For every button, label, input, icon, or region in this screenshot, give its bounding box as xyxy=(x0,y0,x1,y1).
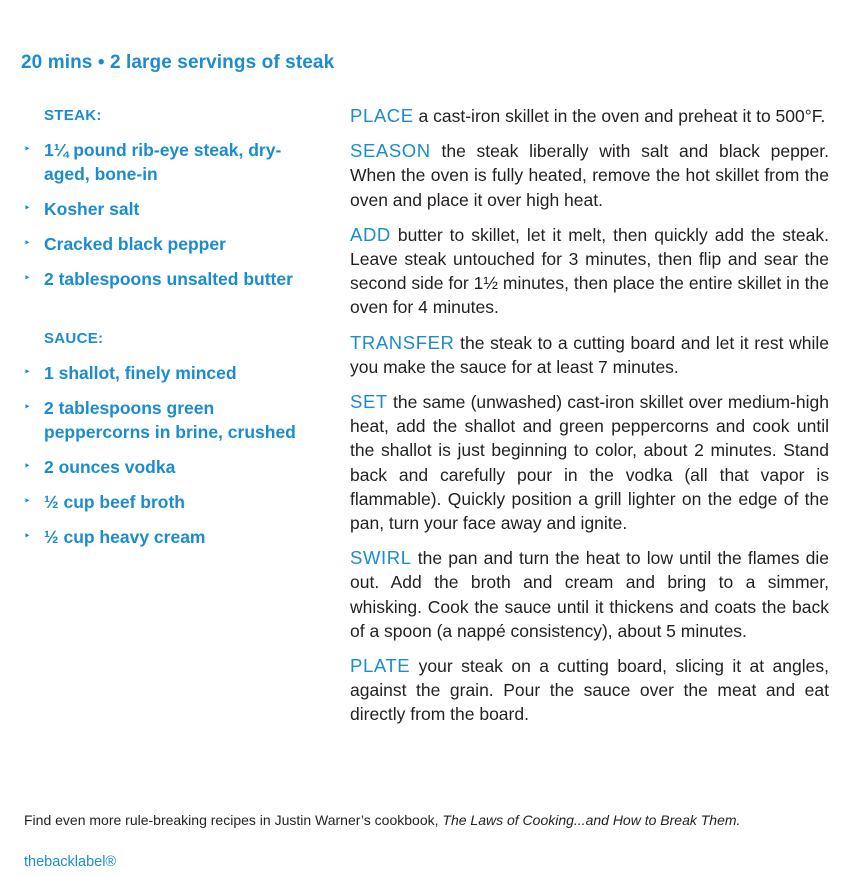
step-transfer xyxy=(350,331,829,379)
ingredient-item: ‣ Kosher salt xyxy=(24,199,140,219)
step-verb: PLATE xyxy=(350,655,411,677)
ingredient-item: ‣ 1 shallot, finely minced xyxy=(24,363,237,383)
cookbook-note xyxy=(24,812,740,828)
ingredient-item: ‣ ½ cup beef broth xyxy=(24,492,185,512)
triangle-bullet-icon: ‣ xyxy=(24,496,31,507)
step-place xyxy=(350,104,829,128)
step-set xyxy=(350,390,829,535)
instructions-column xyxy=(350,104,829,738)
sauce-ingredient-list xyxy=(24,361,324,549)
triangle-bullet-icon: ‣ xyxy=(24,203,31,214)
triangle-bullet-icon: ‣ xyxy=(24,461,31,472)
step-swirl xyxy=(350,546,829,643)
step-plate xyxy=(350,654,829,727)
ingredient-item: ‣ Cracked black pepper xyxy=(24,234,226,254)
step-verb: ADD xyxy=(350,223,391,245)
ingredient-item: ‣ 2 tablespoons unsalted butter xyxy=(24,269,293,289)
sauce-heading: SAUCE: xyxy=(44,330,104,347)
step-text: your steak on a cutting board, slicing it at angles, against the grain. Pour the sauce over the meat and eat directly from the board. xyxy=(350,656,829,725)
step-season xyxy=(350,139,829,212)
triangle-bullet-icon: ‣ xyxy=(24,531,31,542)
ingredient-item: ‣ 2 tablespoons green peppercorns in brine, crushed xyxy=(24,398,296,442)
brand-logo-text: thebacklabel® xyxy=(24,854,117,870)
ingredient-item: ‣ 1¼ pound rib-eye steak, dry-aged, bone-in xyxy=(24,140,282,184)
triangle-bullet-icon: ‣ xyxy=(24,273,31,284)
step-verb: SET xyxy=(350,391,388,413)
step-verb: SWIRL xyxy=(350,547,412,569)
step-add xyxy=(350,223,829,320)
ingredient-item: ‣ 2 ounces vodka xyxy=(24,457,176,477)
cookbook-note-text: Find even more rule-breaking recipes in Justin Warner’s cookbook, xyxy=(24,812,443,828)
steak-heading: STEAK: xyxy=(44,107,102,124)
step-text: the steak liberally with salt and black pepper. When the oven is fully heated, remove the hot skillet from the oven and place it over high heat. xyxy=(350,141,829,210)
step-text: the same (unwashed) cast-iron skillet over medium-high heat, add the shallot and green peppercorns and cook until the shallot is just beginning to color, about 2 minutes. Stand back and carefully pour in the vodka (all that vapor is flammable). Quickly position a grill lighter on the edge of the pan, turn your face away and ignite. xyxy=(350,392,829,534)
step-text: the pan and turn the heat to low until the flames die out. Add the broth and cream and bring to a simmer, whisking. Cook the sauce until it thickens and coats the back of a spoon (a nappé consistency), about 5 minutes. xyxy=(350,548,829,641)
ingredient-item: ‣ ½ cup heavy cream xyxy=(24,527,206,547)
cookbook-title: The Laws of Cooking...and How to Break Them. xyxy=(442,812,741,828)
triangle-bullet-icon: ‣ xyxy=(24,144,31,155)
step-text: a cast-iron skillet in the oven and preheat it to 500°F. xyxy=(413,106,826,126)
triangle-bullet-icon: ‣ xyxy=(24,402,31,413)
triangle-bullet-icon: ‣ xyxy=(24,367,31,378)
ingredients-column xyxy=(24,104,324,560)
step-text: butter to skillet, let it melt, then quickly add the steak. Leave steak untouched for 3 minutes, then flip and sear the second side for 1½ minutes, then place the entire skillet in the oven for 4 minutes. xyxy=(350,224,829,318)
step-verb: SEASON xyxy=(350,140,431,162)
step-text: the steak to a cutting board and let it rest while you make the sauce for at least 7 minutes. xyxy=(350,332,829,377)
triangle-bullet-icon: ‣ xyxy=(24,238,31,249)
step-verb: PLACE xyxy=(350,105,414,126)
recipe-subtitle: 20 mins • 2 large servings of steak xyxy=(21,52,335,73)
step-verb: TRANSFER xyxy=(350,331,455,353)
steak-ingredient-list xyxy=(24,138,324,291)
